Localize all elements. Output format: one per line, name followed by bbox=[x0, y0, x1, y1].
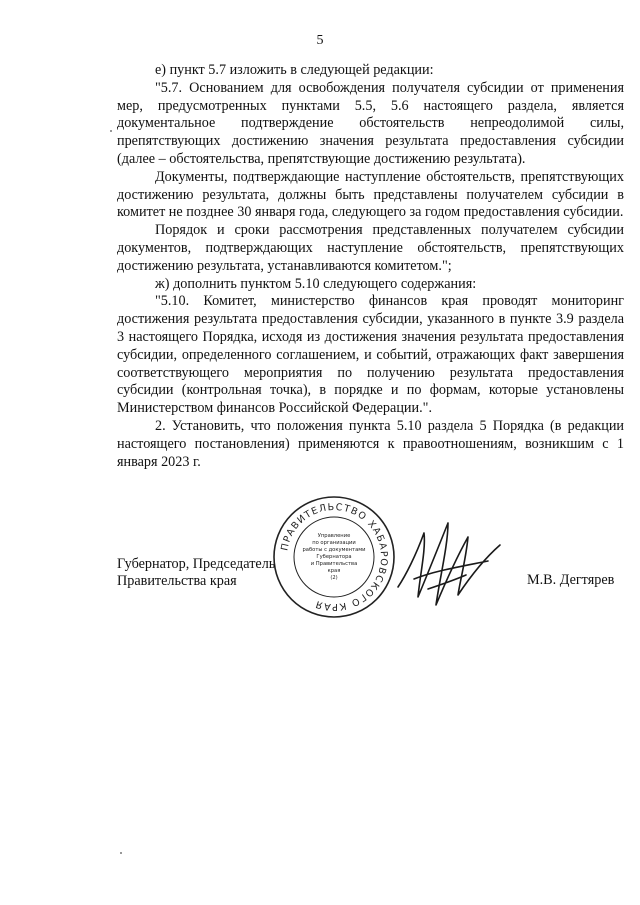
stamp-line-4: Губернатора bbox=[316, 554, 352, 560]
signatory-name: М.В. Дегтярев bbox=[527, 572, 615, 588]
stamp-line-7: (2) bbox=[330, 575, 338, 581]
paragraph-documents: Документы, подтверждающие наступление обстоятельств, препятствующих достижению результата, должны быть представлены получателем субсидии в комитет не позднее 30 января года, следующего за годом предоставления субсидии. bbox=[117, 168, 624, 221]
signatory-title-line-2: Правительства края bbox=[117, 573, 237, 589]
paragraph-zh-intro: ж) дополнить пунктом 5.10 следующего содержания: bbox=[155, 275, 477, 292]
stamp-line-6: края bbox=[327, 568, 341, 574]
paragraph-2: 2. Установить, что положения пункта 5.10 раздела 5 Порядка (в редакции настоящего постановления) применяются к правоотношениям, возникшим с 1 января 2023 г. bbox=[117, 417, 624, 470]
official-stamp bbox=[270, 493, 398, 621]
paragraph-procedure: Порядок и сроки рассмотрения представленных получателем субсидии документов, подтверждающих наступление обстоятельств, препятствующих достижению результата, устанавливаются комитетом."; bbox=[117, 222, 624, 274]
scan-speck bbox=[110, 130, 112, 132]
paragraph-5-7: "5.7. Основанием для освобождения получателя субсидии от применения мер, предусмотренных пунктами 5.5, 5.6 настоящего раздела, является документальное подтверждение обстоятельств непреодолимой силы, препятствующих достижению значения результата предоставления субсидии (далее – обстоятельства, препятствующие достижению результата). bbox=[117, 79, 624, 167]
handwritten-signature bbox=[388, 515, 508, 615]
paragraph-e-intro: е) пункт 5.7 изложить в следующей редакции: bbox=[155, 62, 434, 78]
signatory-title bbox=[117, 556, 275, 590]
page-number: 5 bbox=[316, 33, 324, 48]
document-body bbox=[117, 62, 624, 471]
stamp-line-1: Управление bbox=[317, 533, 351, 539]
stamp-ring-text: ПРАВИТЕЛЬСТВО ХАБАРОВСКОГО КРАЯ bbox=[279, 501, 390, 613]
stamp-line-5: и Правительства bbox=[310, 561, 358, 567]
signatory-title-line-1: Губернатор, Председатель bbox=[117, 556, 276, 572]
stamp-line-3: работы с документами bbox=[302, 547, 366, 553]
stamp-line-2: по организации bbox=[312, 540, 356, 546]
scan-speck bbox=[120, 852, 122, 854]
paragraph-5-10: "5.10. Комитет, министерство финансов края проводят мониторинг достижения результата предоставления субсидии, указанного в пункте 3.9 раздела 3 настоящего Порядка, исходя из достижения значения результата предоставления субсидии, определенного соглашением, и событий, отражающих факт завершения соответствующего мероприятия по получению результата предоставления субсидии (контрольная точка), в порядке и по формам, которые установлены Министерством финансов Российской Федерации.". bbox=[117, 293, 624, 417]
